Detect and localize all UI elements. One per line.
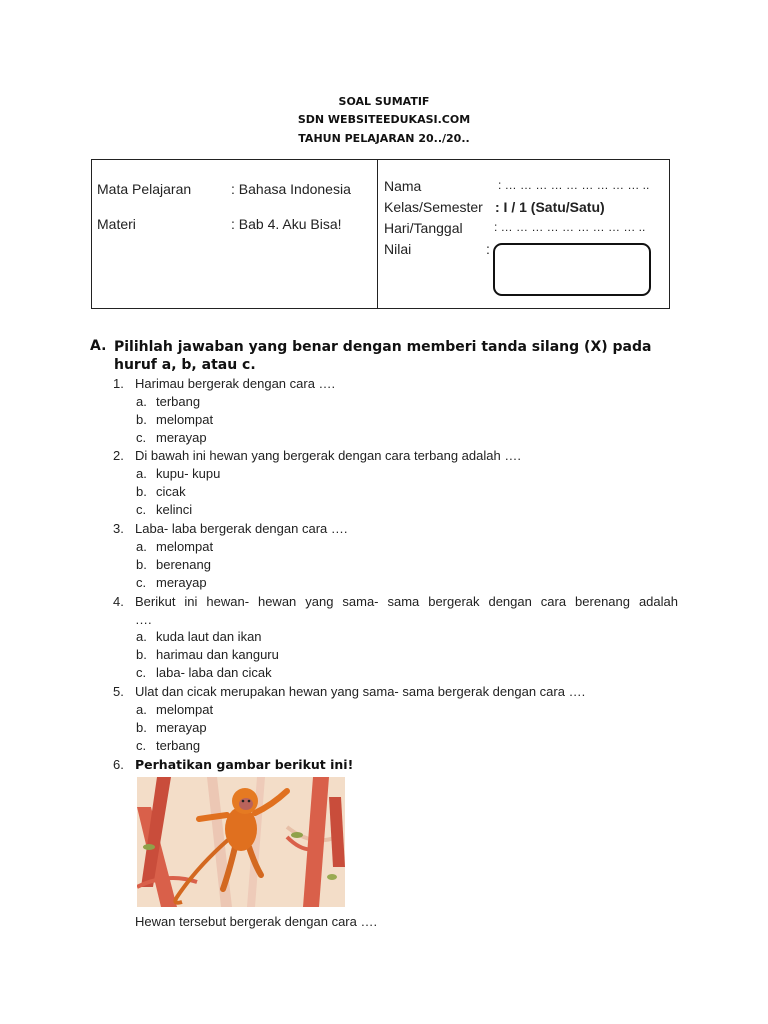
- option-text: cicak: [156, 484, 186, 499]
- kelas-value: : I / 1 (Satu/Satu): [495, 199, 605, 215]
- monkey-face: [239, 798, 253, 810]
- question-text-cont: ….: [135, 612, 152, 627]
- option-letter: a.: [136, 702, 147, 717]
- materi-label: Materi: [97, 216, 136, 232]
- monkey-body: [225, 807, 257, 851]
- option-letter: a.: [136, 629, 147, 644]
- kelas-label: Kelas/Semester: [384, 199, 483, 215]
- option-text: melompat: [156, 702, 214, 717]
- monkey-picture-svg: [137, 777, 345, 907]
- school-year: TAHUN PELAJARAN 20../20..: [298, 132, 470, 145]
- option-text: terbang: [156, 738, 201, 753]
- question-number: 5.: [113, 684, 124, 699]
- question-text: Berikut ini hewan- hewan yang sama- sama bergerak dengan cara berenang adalah: [135, 594, 678, 609]
- option-text: kelinci: [156, 502, 193, 517]
- doc-title: SOAL SUMATIF: [338, 95, 430, 108]
- question-text: Ulat dan cicak merupakan hewan yang sama- sama bergerak dengan cara ….: [135, 684, 586, 699]
- option-text: berenang: [156, 557, 211, 572]
- option-text: merayap: [156, 430, 207, 445]
- option-text: kupu- kupu: [156, 466, 221, 481]
- monkey-eye: [242, 800, 245, 803]
- question-number: 2.: [113, 448, 124, 463]
- mapel-label: Mata Pelajaran: [97, 181, 192, 197]
- nilai-colon: :: [486, 241, 490, 257]
- question-number: 4.: [113, 594, 124, 609]
- materi-value: : Bab 4. Aku Bisa!: [231, 216, 342, 232]
- question-number: 6.: [113, 757, 124, 772]
- question-number: 3.: [113, 521, 124, 536]
- option-letter: b.: [136, 484, 147, 499]
- option-letter: b.: [136, 647, 147, 662]
- question-text: Di bawah ini hewan yang bergerak dengan cara terbang adalah ….: [135, 448, 521, 463]
- hari-field[interactable]: : … … … … … … … … … ..: [494, 220, 646, 234]
- option-letter: b.: [136, 720, 147, 735]
- option-letter: a.: [136, 466, 147, 481]
- question-text: Harimau bergerak dengan cara ….: [135, 376, 336, 391]
- option-letter: b.: [136, 412, 147, 427]
- option-text: kuda laut dan ikan: [156, 629, 262, 644]
- leaf: [143, 844, 155, 850]
- monkey-arm: [199, 815, 227, 819]
- option-text: merayap: [156, 720, 207, 735]
- hari-label: Hari/Tanggal: [384, 220, 463, 236]
- option-letter: a.: [136, 394, 147, 409]
- option-letter: a.: [136, 539, 147, 554]
- option-text: melompat: [156, 539, 214, 554]
- option-text: harimau dan kanguru: [156, 647, 279, 662]
- leaf: [327, 874, 337, 880]
- option-letter: c.: [136, 738, 147, 753]
- info-box: [91, 159, 670, 309]
- monkey-illustration-icon: [137, 777, 345, 907]
- option-letter: c.: [136, 665, 147, 680]
- option-letter: c.: [136, 430, 147, 445]
- mapel-value: : Bahasa Indonesia: [231, 181, 351, 197]
- option-text: merayap: [156, 575, 207, 590]
- nama-label: Nama: [384, 178, 422, 194]
- option-text: terbang: [156, 394, 201, 409]
- option-letter: b.: [136, 557, 147, 572]
- school-name: SDN WEBSITEEDUKASI.COM: [297, 113, 471, 126]
- section-instruction: Pilihlah jawaban yang benar dengan memberi tanda silang (X) pada huruf a, b, atau c.: [114, 339, 652, 373]
- question-text: Laba- laba bergerak dengan cara ….: [135, 521, 348, 536]
- question-number: 1.: [113, 376, 124, 391]
- info-divider: [377, 160, 378, 308]
- nilai-box[interactable]: [493, 243, 651, 296]
- option-letter: c.: [136, 502, 147, 517]
- option-text: laba- laba dan cicak: [156, 665, 272, 680]
- option-letter: c.: [136, 575, 147, 590]
- leaf: [291, 832, 303, 838]
- monkey-eye: [248, 800, 251, 803]
- section-letter: A.: [90, 338, 107, 354]
- nama-field[interactable]: : … … … … … … … … … ..: [498, 178, 650, 192]
- question-text: Hewan tersebut bergerak dengan cara ….: [135, 914, 378, 929]
- nilai-label: Nilai: [384, 241, 412, 257]
- question-text: Perhatikan gambar berikut ini!: [135, 757, 354, 772]
- option-text: melompat: [156, 412, 214, 427]
